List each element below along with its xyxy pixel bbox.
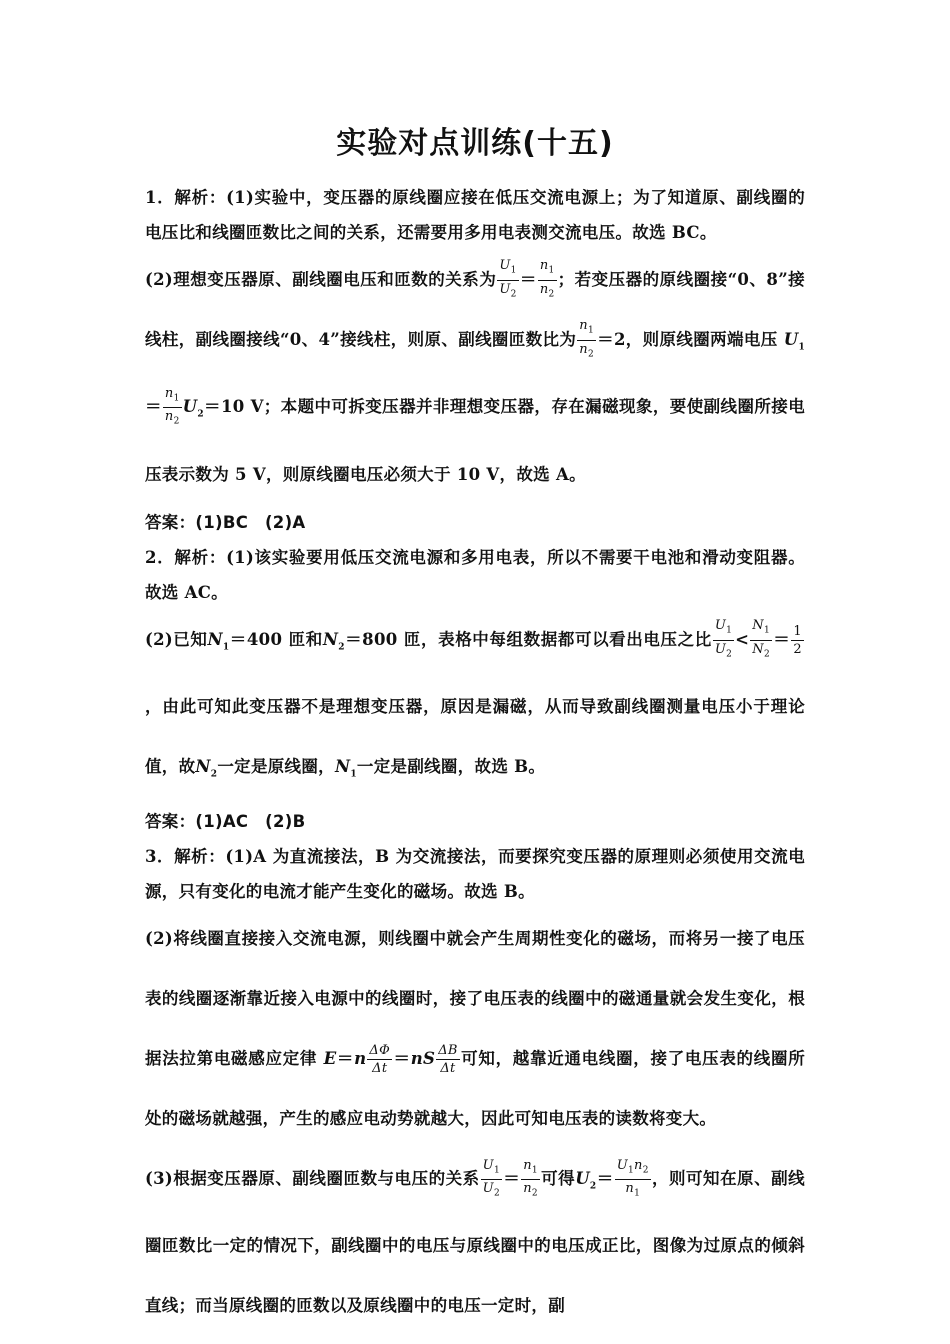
- q2-part1: 2．解析：(1)该实验要用低压交流电源和多用电表，所以不需要干电池和滑动变阻器。故选 AC。: [145, 547, 805, 602]
- fraction: $\frac{U_1n_2}{n_1}$: [616, 1157, 649, 1199]
- q3-part3: (3)根据变压器原、副线圈匝数与电压的关系 $\frac{U_1}{U_2}$ ＝ $\frac{n_1}{n_2}$ 可得$U_2=$ $\frac{U_1n_2}{n_1}$ ，则可知在原、副线圈匝数比一定的情况下，副线圈中的电压与原线圈中的电压成正比，图像为过原点的倾斜直线；而当原线圈的匝数以及原线圈中的电压一定时，副: [145, 1157, 805, 1316]
- fraction: $\frac{U_1}{U_2}$: [482, 1157, 500, 1199]
- q1-part2: (2)理想变压器原、副线圈电压和匝数的关系为 $\frac{U_1}{U_2}$ ＝ $\frac{n_1}{n_2}$ ；若变压器的原线圈接“0、8”接线柱，副线圈接线“0、4”接线柱，则原、副线圈匝数比为 $\frac{n_1}{n_2}$ ＝2，则原线圈两端电压 $U_1=$ $\frac{n_1}{n_2}$ $U_2=10$ V；本题中可拆变压器并非理想变压器，存在漏磁现象，要使副线圈所接电压表示数为 5 V，则原线圈电压必须大于 10 V，故选 A。: [145, 258, 806, 484]
- fraction: $\frac{U_1}{U_2}$: [714, 618, 733, 660]
- q1-part1: 1．解析：(1)实验中，变压器的原线圈应接在低压交流电源上；为了知道原、副线圈的电压比和线圈匝数比之间的关系，还需要用多用电表测交流电压。故选 BC。: [145, 188, 805, 242]
- fraction: $\frac{U_1}{U_2}$: [499, 258, 517, 300]
- fraction: $\frac{1}{2}$: [793, 623, 802, 657]
- fraction: $\frac{n_1}{n_2}$: [579, 318, 594, 360]
- q1-answer: 答案：(1)BC (2)A: [145, 512, 306, 532]
- fraction: $\frac{n_1}{n_2}$: [523, 1157, 538, 1199]
- q3-part1: 3．解析：(1)A 为直流接法，B 为交流接法，而要探究变压器的原理则必须使用交流电源，只有变化的电流才能产生变化的磁场。故选 B。: [145, 847, 805, 902]
- q2-answer: 答案：(1)AC (2)B: [145, 812, 306, 832]
- fraction: $\frac{\Delta B}{\Delta t}$: [438, 1043, 458, 1077]
- fraction: $\frac{n_1}{n_2}$: [164, 385, 180, 427]
- fraction: $\frac{N_1}{N_2}$: [752, 618, 770, 660]
- document-page: [145, 118, 805, 1336]
- fraction: $\frac{\Delta\Phi}{\Delta t}$: [369, 1043, 391, 1077]
- q3-part2: (2)将线圈直接接入交流电源，则线圈中就会产生周期性变化的磁场，而将另一接了电压表的线圈逐渐靠近接入电源中的线圈时，接了电压表的线圈中的磁通量就会发生变化，根据法拉第电磁感应定律 E＝n $\frac{\Delta\Phi}{\Delta t}$ ＝nS $\frac{\Delta B}{\Delta t}$ 可知，越靠近通电线圈，接了电压表的线圈所处的磁场就越强，产生的感应电动势就越大，因此可知电压表的读数将变大。: [145, 929, 805, 1129]
- page-title: 实验对点训练(十五): [336, 126, 614, 161]
- fraction: $\frac{n_1}{n_2}$: [539, 258, 555, 300]
- q2-part2: (2)已知$N_1=400$ 匝和$N_2=800$ 匝，表格中每组数据都可以看出电压之比 $\frac{U_1}{U_2}$ < $\frac{N_1}{N_2}$ ＝ $\frac{1}{2}$ ，由此可知此变压器不是理想变压器，原因是漏磁，从而导致副线圈测量电压小于理论值，故$N_2$一定是原线圈，$N_1$一定是副线圈，故选 B。: [145, 618, 805, 780]
